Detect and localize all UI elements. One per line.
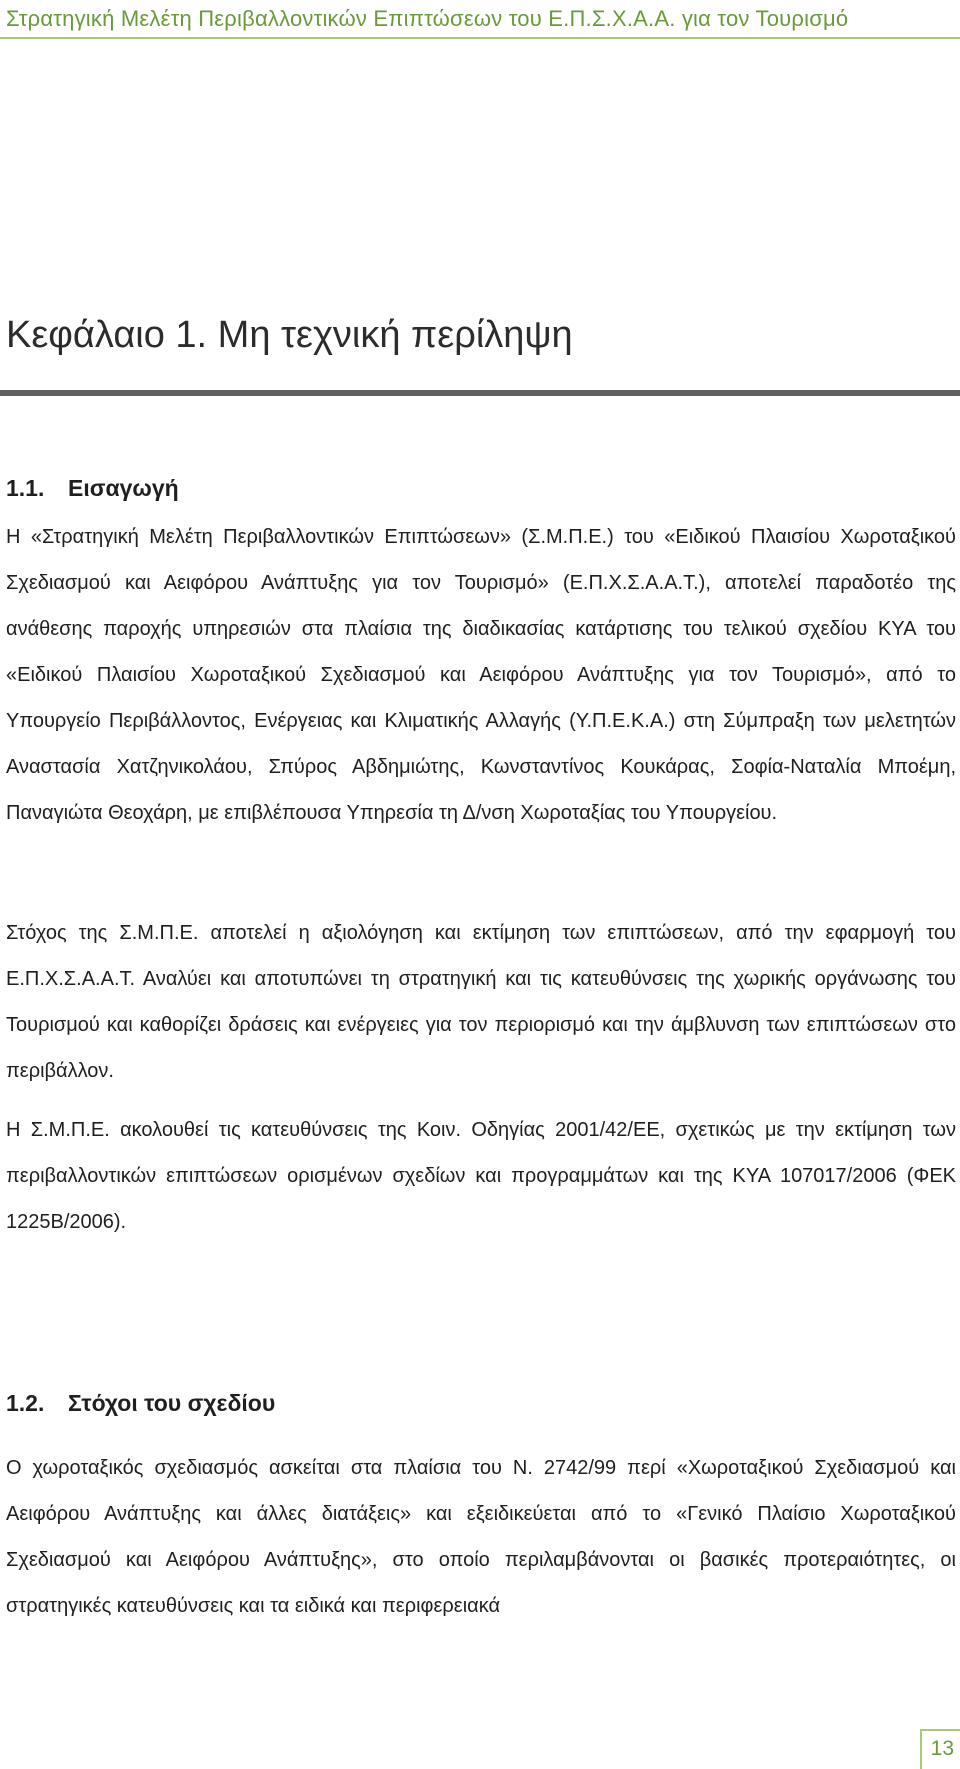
body-paragraph: Η Σ.Μ.Π.Ε. ακολουθεί τις κατευθύνσεις της Κοιν. Οδηγίας 2001/42/ΕΕ, σχετικώς με την εκτίμηση των περιβαλλοντικών επιπτώσεων ορισμένων σχεδίων και προγραμμάτων και της ΚΥΑ 107017/2006 (ΦΕΚ 1225Β/2006). [6,1119,956,1233]
page-number: 13 [930,1737,954,1760]
section-heading-plan-objectives [6,1390,275,1417]
body-paragraph: Στόχος της Σ.Μ.Π.Ε. αποτελεί η αξιολόγηση και εκτίμηση των επιπτώσεων, από την εφαρμογή του Ε.Π.Χ.Σ.Α.Α.Τ. Αναλύει και αποτυπώνει τη στρατηγική και τις κατευθύνσεις της χωρικής οργάνωσης του Τουρισμού και καθορίζει δράσεις και ενέργειες για τον περιορισμό και την άμβλυνση των επιπτώσεων στο περιβάλλον. [6,922,956,1082]
chapter-title: Κεφάλαιο 1. Μη τεχνική περίληψη [6,314,573,356]
running-header-title: Στρατηγική Μελέτη Περιβαλλοντικών Επιπτώσεων του Ε.Π.Σ.Χ.Α.Α. για τον Τουρισμό [6,6,849,31]
body-paragraph: Ο χωροταξικός σχεδιασμός ασκείται στα πλαίσια του Ν. 2742/99 περί «Χωροταξικού Σχεδιασμού και Αειφόρου Ανάπτυξης και άλλες διατάξεις» και εξειδικεύεται από το «Γενικό Πλαίσιο Χωροταξικού Σχεδιασμού και Αειφόρου Ανάπτυξης», στο οποίο περιλαμβάνονται οι βασικές προτεραιότητες, οι στρατηγικές κατευθύνσεις και τα ειδικά και περιφερειακά [6,1457,956,1617]
section-title: Εισαγωγή [68,475,179,501]
header-divider [0,37,960,39]
body-paragraph: Η «Στρατηγική Μελέτη Περιβαλλοντικών Επιπτώσεων» (Σ.Μ.Π.Ε.) του «Ειδικού Πλαισίου Χωροταξικού Σχεδιασμού και Αειφόρου Ανάπτυξης για τον Τουρισμό» (Ε.Π.Χ.Σ.Α.Α.Τ.), αποτελεί παραδοτέο της ανάθεσης παροχής υπηρεσιών στα πλαίσια της διαδικασίας κατάρτισης του τελικού σχεδίου ΚΥΑ του «Ειδικού Πλαισίου Χωροταξικού Σχεδιασμού και Αειφόρου Ανάπτυξης για τον Τουρισμό», από το Υπουργείο Περιβάλλοντος, Ενέργειας και Κλιματικής Αλλαγής (Υ.Π.Ε.Κ.Α.) στη Σύμπραξη των μελετητών Αναστασία Χατζηνικολάου, Σπύρος Αβδημιώτης, Κωνσταντίνος Κουκάρας, Σοφία-Ναταλία Μποέμη, Παναγιώτα Θεοχάρη, με επιβλέπουσα Υπηρεσία τη Δ/νση Χωροταξίας του Υπουργείου. [6,526,956,824]
chapter-divider [0,390,960,396]
section-heading-introduction [6,475,179,502]
section-number: 1.1. [6,475,45,501]
section-number: 1.2. [6,1390,45,1416]
section-title: Στόχοι του σχεδίου [68,1390,276,1416]
